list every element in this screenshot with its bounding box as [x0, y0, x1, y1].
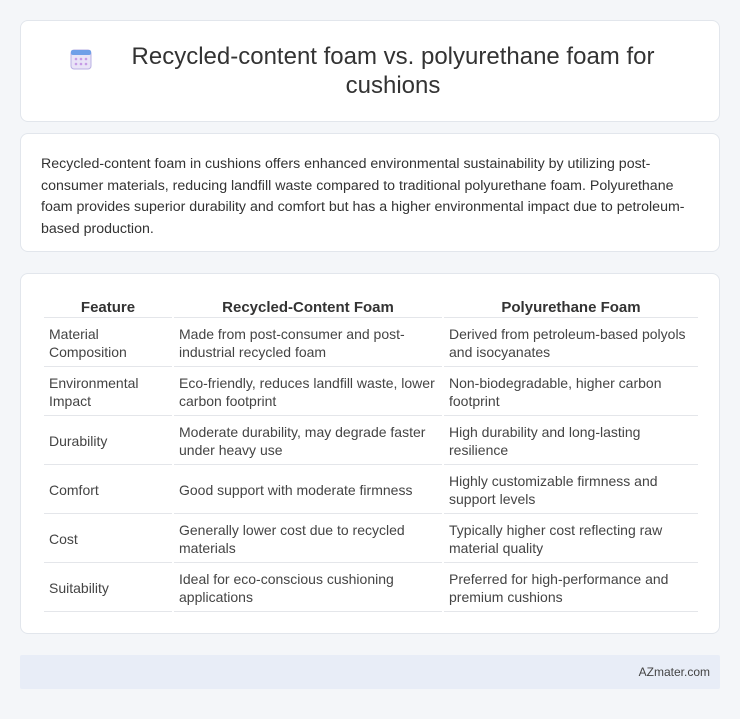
table-row	[44, 320, 698, 367]
footer	[20, 655, 720, 689]
calendar-icon	[70, 48, 92, 70]
recycled-cell: Made from post-consumer and post-industrial recycled foam	[174, 320, 442, 367]
table-row	[44, 418, 698, 465]
recycled-cell: Eco-friendly, reduces landfill waste, lower carbon footprint	[174, 369, 442, 416]
table-header-row	[44, 296, 698, 318]
polyurethane-cell: Typically higher cost reflecting raw material quality	[444, 516, 698, 563]
table-row	[44, 467, 698, 514]
page-title: Recycled-content foam vs. polyurethane foam for cushions	[131, 43, 655, 99]
header-polyurethane-foam: Polyurethane Foam	[444, 296, 698, 318]
recycled-cell: Good support with moderate firmness	[174, 467, 442, 514]
header-feature: Feature	[44, 296, 172, 318]
polyurethane-cell: Derived from petroleum-based polyols and isocyanates	[444, 320, 698, 367]
polyurethane-cell: High durability and long-lasting resilience	[444, 418, 698, 465]
feature-cell: Durability	[44, 418, 172, 465]
feature-cell: Material Composition	[44, 320, 172, 367]
recycled-cell: Moderate durability, may degrade faster under heavy use	[174, 418, 442, 465]
polyurethane-cell: Preferred for high-performance and premium cushions	[444, 565, 698, 612]
polyurethane-cell: Non-biodegradable, higher carbon footprint	[444, 369, 698, 416]
title-card	[20, 20, 720, 122]
comparison-card	[20, 273, 720, 634]
polyurethane-cell: Highly customizable firmness and support levels	[444, 467, 698, 514]
title-wrap	[70, 42, 670, 100]
table-row	[44, 516, 698, 563]
footer-brand[interactable]: AZmater.com	[638, 665, 710, 679]
feature-cell: Environmental Impact	[44, 369, 172, 416]
summary-text: Recycled-content foam in cushions offers enhanced environmental sustainability by utilizing post-consumer materials, reducing landfill waste compared to traditional polyurethane foam. Polyurethane foam provides superior durability and comfort but has a higher environmental impact due to petroleum-based production.	[41, 156, 685, 237]
feature-cell: Suitability	[44, 565, 172, 612]
feature-cell: Cost	[44, 516, 172, 563]
recycled-cell: Generally lower cost due to recycled materials	[174, 516, 442, 563]
recycled-cell: Ideal for eco-conscious cushioning applications	[174, 565, 442, 612]
header-recycled-foam: Recycled-Content Foam	[174, 296, 442, 318]
comparison-table	[42, 294, 700, 614]
table-row	[44, 369, 698, 416]
summary-card	[20, 133, 720, 252]
feature-cell: Comfort	[44, 467, 172, 514]
table-row	[44, 565, 698, 612]
